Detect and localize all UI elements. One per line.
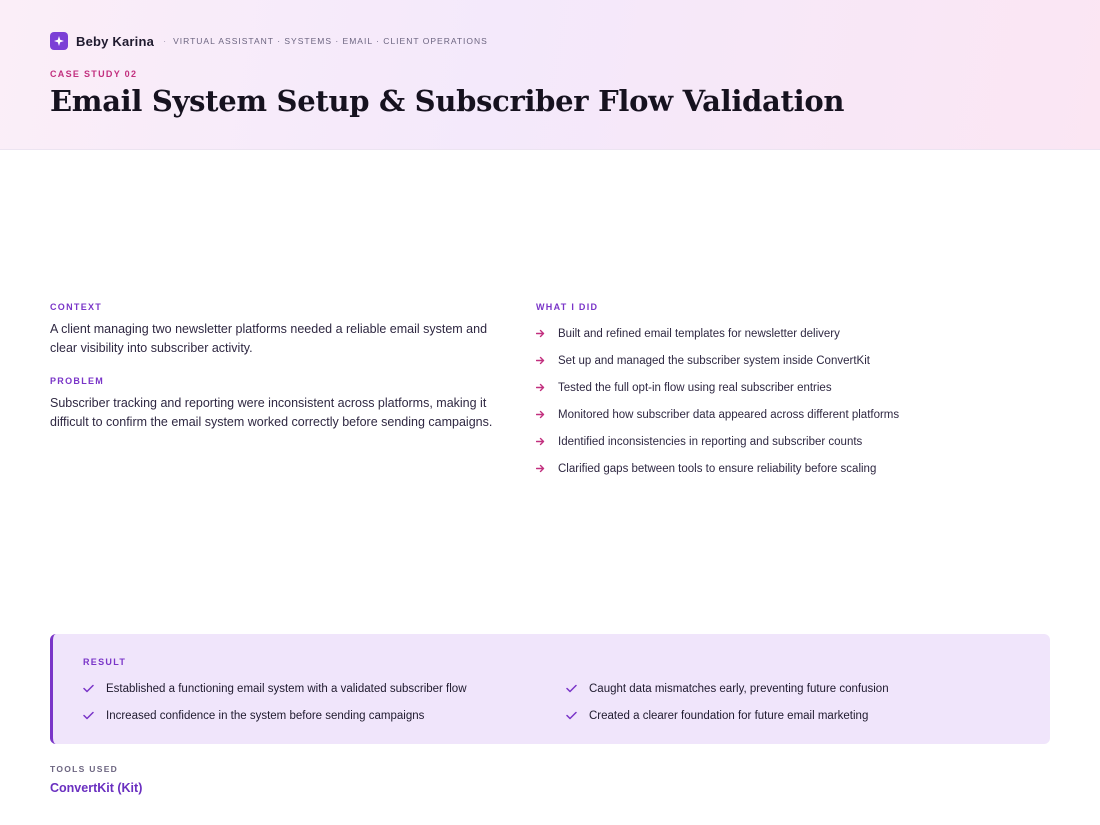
result-list [83, 675, 1023, 729]
check-icon [566, 684, 578, 693]
list-item-text: Created a clearer foundation for future email marketing [589, 709, 869, 722]
context-label: CONTEXT [50, 302, 103, 312]
brand-row [50, 31, 488, 51]
check-icon [83, 711, 95, 720]
list-item-text: Set up and managed the subscriber system inside ConvertKit [558, 354, 870, 367]
check-icon [83, 684, 95, 693]
list-item [566, 702, 1023, 729]
list-item-text: Increased confidence in the system before sending campaigns [106, 709, 425, 722]
list-item [536, 401, 996, 428]
what-i-did-label: WHAT I DID [536, 302, 599, 312]
problem-text: Subscriber tracking and reporting were inconsistent across platforms, making it difficult to confirm the email system worked correctly before sending campaigns. [50, 396, 493, 429]
what-i-did-list [536, 320, 996, 482]
page-title: Email System Setup & Subscriber Flow Validation [50, 84, 845, 118]
brand-name[interactable]: Beby Karina [76, 33, 155, 49]
list-item [83, 702, 566, 729]
arrow-right-icon [536, 383, 546, 392]
tools-used-value[interactable]: ConvertKit (Kit) [50, 781, 143, 795]
list-item-text: Monitored how subscriber data appeared across different platforms [558, 408, 900, 421]
check-icon [566, 711, 578, 720]
list-item-text: Clarified gaps between tools to ensure reliability before scaling [558, 462, 877, 475]
case-study-label: CASE STUDY 02 [50, 69, 138, 79]
page-header [0, 0, 1100, 150]
context-text: A client managing two newsletter platforms needed a reliable email system and clear visibility into subscriber activity. [50, 322, 488, 355]
brand-separator: · [163, 36, 167, 46]
list-item-text: Caught data mismatches early, preventing future confusion [589, 682, 889, 695]
arrow-right-icon [536, 329, 546, 338]
what-i-did-column [536, 302, 996, 482]
list-item [536, 374, 996, 401]
problem-label: PROBLEM [50, 376, 105, 386]
result-panel [50, 634, 1050, 744]
arrow-right-icon [536, 356, 546, 365]
list-item [536, 428, 996, 455]
list-item [536, 347, 996, 374]
list-item [566, 675, 1023, 702]
list-item [536, 320, 996, 347]
brand-tagline: VIRTUAL ASSISTANT · SYSTEMS · EMAIL · CLIENT OPERATIONS [173, 36, 488, 46]
arrow-right-icon [536, 410, 546, 419]
list-item-text: Established a functioning email system with a validated subscriber flow [106, 682, 467, 695]
context-problem-column [50, 302, 500, 432]
list-item [536, 455, 996, 482]
tools-used-label: TOOLS USED [50, 764, 119, 774]
arrow-right-icon [536, 437, 546, 446]
list-item-text: Tested the full opt-in flow using real subscriber entries [558, 381, 832, 394]
list-item-text: Built and refined email templates for newsletter delivery [558, 327, 840, 340]
result-label: RESULT [83, 657, 127, 667]
list-item [83, 675, 566, 702]
arrow-right-icon [536, 464, 546, 473]
sparkle-icon[interactable] [50, 32, 68, 50]
list-item-text: Identified inconsistencies in reporting and subscriber counts [558, 435, 863, 448]
